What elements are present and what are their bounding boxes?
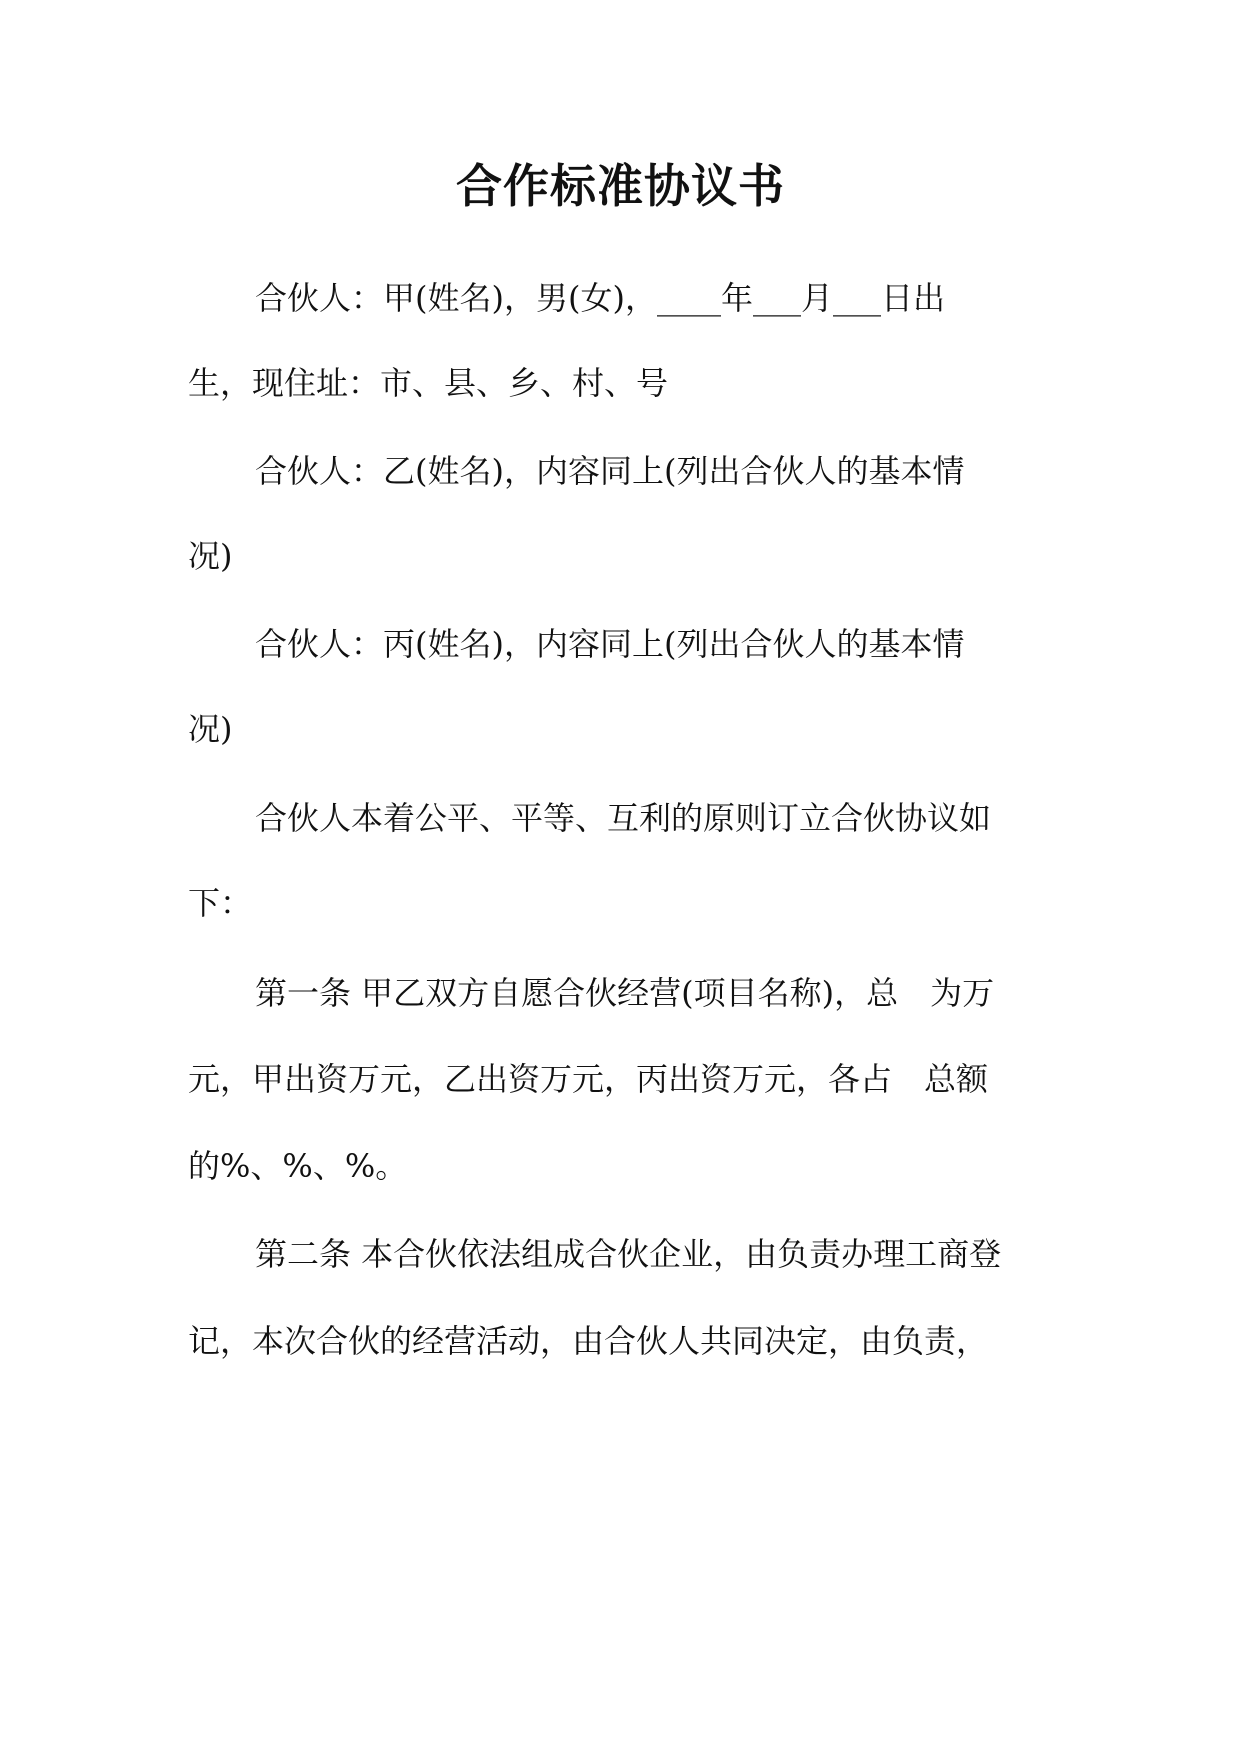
paragraph-line: 合伙人：丙(姓名)，内容同上(列出合伙人的基本情 (255, 625, 965, 663)
paragraph-line: 合伙人本着公平、平等、互利的原则订立合伙协议如 (255, 799, 992, 837)
paragraph-line: 况) (188, 710, 233, 748)
paragraph-line: 生，现住址：市、县、乡、村、号 (188, 364, 669, 402)
paragraph-line: 合伙人：甲(姓名)，男(女)，____年___月___日出 (255, 279, 945, 317)
paragraph-line: 记，本次合伙的经营活动，由合伙人共同决定，由负责， (188, 1322, 989, 1360)
paragraph-line: 下： (188, 884, 253, 922)
paragraph-line: 的%、%、%。 (188, 1147, 408, 1185)
paragraph-line: 合伙人：乙(姓名)，内容同上(列出合伙人的基本情 (255, 452, 965, 490)
paragraph-line: 元，甲出资万元，乙出资万元，丙出资万元，各占 总额 (188, 1060, 989, 1098)
paragraph-line: 第二条 本合伙依法组成合伙企业，由负责办理工商登 (255, 1235, 1002, 1273)
document-title: 合作标准协议书 (456, 159, 785, 213)
paragraph-line: 第一条 甲乙双方自愿合伙经营(项目名称)，总 为万 (255, 974, 995, 1012)
paragraph-line: 况) (188, 537, 233, 575)
